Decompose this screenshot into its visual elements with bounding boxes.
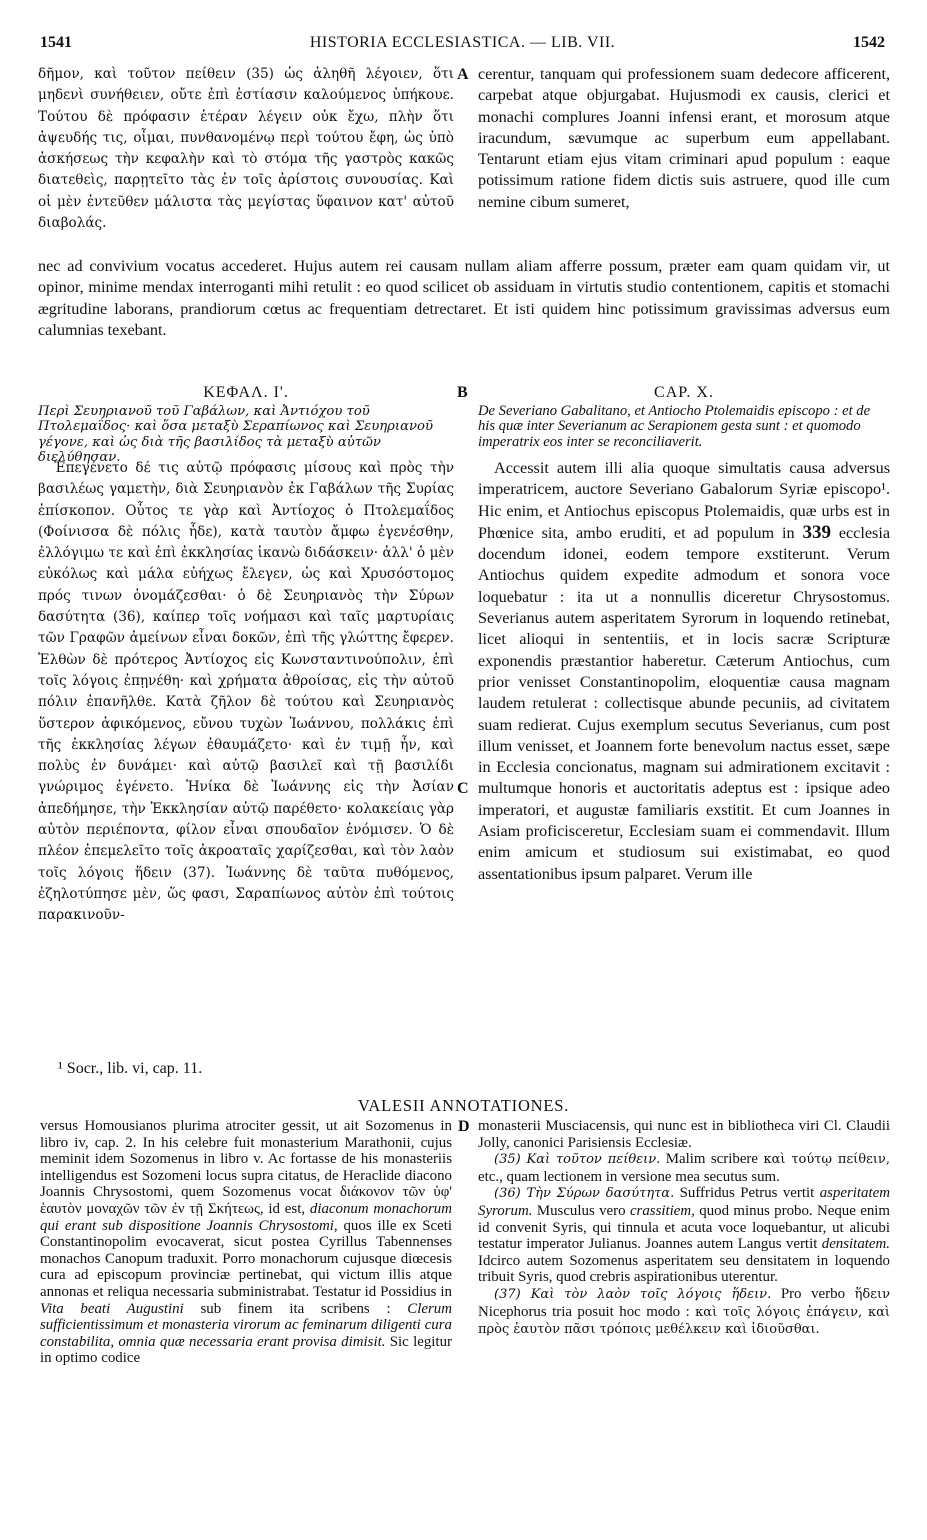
annotations-right-column (478, 1118, 890, 1339)
annot-35-lemma: (35) Καὶ τοῦτον πείθειν. (494, 1152, 661, 1168)
margin-marker-d: D (458, 1118, 470, 1135)
annot-37-lemma: (37) Καὶ τὸν λαὸν τοῖς λόγοις ἥδειν. (494, 1286, 772, 1302)
annot-36-c: Musculus vero (536, 1202, 626, 1219)
edition-page-number: 339 (802, 521, 831, 543)
greek-chapter-summary: Περὶ Σευηριανοῦ τοῦ Γαβάλων, καὶ Ἀντιόχου τοῦ Πτολεμαΐδος· καὶ ὅσα μεταξὺ Σεραπίωνος καὶ Σευηριανοῦ γέγονε, καὶ ὡς διὰ τῆς βασιλίδος τὰ μεταξὺ αὐτῶν διελύθησαν. (38, 404, 433, 466)
annot-left-part-4: Vita beati Augustini (40, 1300, 184, 1317)
annot-36-e: quod minus probo. Neque enim id convenit Syris, qui tinnula et acuta voce loquebantur, ut alicubi testatur imperator Julianus. Joannes autem Langus vertit (478, 1202, 890, 1253)
annot-36-b: asperitatem Syrorum. (478, 1185, 890, 1219)
latin-column-top (478, 64, 890, 213)
latin-body-before: Accessit autem illi alia quoque simultatis causa adversus imperatricem, auctore Severiano Gabalorum Syriæ episcopo¹. Hic enim, et Antiochus episcopus Ptolemaidis, quæ urbs est in Phœnice sita, ambo eruditi, et ad populum in (478, 459, 890, 542)
annot-37-d: καὶ τοῖς λόγοις ἐπάγειν, καὶ πρὸς ἑαυτὸν πᾶσι τρόποις μεθέλκειν καὶ ἰδιοῦσθαι. (478, 1304, 890, 1338)
latin-body-after: ecclesia docendum idonei, eodem tempore exstiterunt. Verum Antiochus quidem expedite admodum et sonora voce loquebatur : ita ut a nonnullis diceretur Chrysostomus. Severianus autem asperitatem Syrorum in loquendo retinebat, licet alioqui in sententiis, et in locis sacræ Scripturæ exponendis præstantior haberetur. Cæterum Antiochus, cum prior venisset Constantinopolim, eloquentiæ causa magnam laudem retulerat : collectisque abunde pecuniis, ad civitatem suam redierat. Cujus exemplum secutus Severianus, cum post illum venisset, et Joannem forte benevolum nactus esset, sæpe in Ecclesia concionatus, magnam sui admirationem excitavit : multumque honoris et auctoritatis adeptus est : ipsique adeo imperatori, et augustæ familiaris exstitit. Et cum Joannes in Asiam proficisceretur, Ecclesiam suam ei commendavit. Illum enim amicum et studiosum sui existimabat, eo quod assentationibus ipsum palparet. Verum ille (478, 523, 890, 883)
latin-chapter-heading: CAP. X. (654, 384, 714, 401)
running-title: HISTORIA ECCLESIASTICA. — LIB. VII. (309, 34, 616, 51)
annot-left-part-6: Clerum sufficientissimum et monasteria virorum ac feminarum diligenti cura constabilita, omnia quæ necessaria erant provisa dimisit. (40, 1300, 452, 1350)
annot-36-d: crassitiem, (629, 1202, 695, 1219)
latin-chapter-summary: De Severiano Gabalitano, et Antiocho Ptolemaidis episcopo : et de his quæ inter Severianum ac Serapionem gesta sunt : et quomodo imperatrix eos inter se reconciliaverit. (478, 403, 871, 450)
annot-36-a: Suffridus Petrus vertit (679, 1185, 815, 1202)
latin-text-top: cerentur, tanquam qui professionem suam dedecore afficerent, carpebat atque objurgabat. Hujusmodi ex causis, clerici et monachi complures Joanni infensi erant, et morosum atque iracundum, sævumque ac superbum eum appellabant. Tentarunt etiam ejus vitam criminari apud populum : eaque potissimum ratione fidem dictis suis astruere, quod ille cum nemine cibum sumeret, (478, 65, 890, 211)
annot-left-part-1: versus Homousianos plurima atrociter gessit, ut ait Sozomenus in libro iv, cap. 2. In his celebre fuit monasterium Marathonii, cujus meminit idem Sozomenus in libro v. Ac fortasse de his monasteriis intelligendus est Sozomeni locus supra citatus, de Heraclide diacono Joannis Chrysostomi, quem Sozomenus vocat διάκονον τῶν ὑφ' ἑαυτὸν μοναχῶν τῶν ἐν τῇ Σκήτεως, id est, (40, 1118, 452, 1217)
annot-37-c: Nicephorus tria posuit hoc modo : (478, 1303, 690, 1320)
greek-chapter-heading: ΚΕΦΑΛ. Ι'. (203, 384, 289, 401)
greek-chapter-body: Ἐπεγένετο δέ τις αὐτῷ πρόφασις μίσους καὶ πρὸς τὴν βασιλέως γαμετὴν, διὰ Σευηριανὸν ἐκ Γαβάλων τῆς Συρίας ἐπίσκοπον. Οὗτος τε γὰρ καὶ Ἀντίοχος ὁ Πτολεμαΐδος (Φοίνισσα δὲ πόλις ἧδε), κατὰ ταυτὸν ἄμφω ἐγενέσθην, ἐλλόγιμω τε καὶ ἐπὶ ἐκκλησίας ἱκανὼ διδάσκειν· ἀλλ' ὁ μὲν εὐκόλως καὶ μάλα εὐήχως ἔλεγεν, ὡς καὶ Χρυσόστομος πρός τινων ὀνομάζεσθαι· ὁ δὲ Σευηριανὸς τὴν Σύρων δασύτητα (36), καίπερ τοῖς νοήμασι καὶ ταῖς μαρτυρίαις τῶν Γραφῶν ἀμείνων εἶναι δοκῶν, ἐπὶ τῆς γλώττης ἔφερεν. Ἐλθὼν δὲ πρότερος Ἀντίοχος εἰς Κωνσταντινούπολιν, ἐπὶ τοῖς λόγοις ἐπῃνέθη· καὶ χρήματα ἀθροίσας, εἰς τὴν αὐτοῦ πόλιν ἐπανῆλθε. Κατὰ ζῆλον δὲ τούτου καὶ Σευηριανὸς ὕστερον ἀφικόμενος, εὔνου τυχὼν Ἰωάννου, πολλάκις ἐπὶ τῆς ἐκκλησίας λέγων ἐθαυμάζετο· καὶ ἐν τιμῇ ἦν, καὶ πολὺς ἐν δυνάμει· καὶ αὐτῷ βασιλεῖ καὶ τῇ βασιλίδι γνώριμος ἐγένετο. Ἡνίκα δὲ Ἰωάννης εἰς τὴν Ἀσίαν ἀπεδήμησε, τὴν Ἐκκλησίαν αὐτῷ παρέθετο· κολακείαις γὰρ αὐτὸν περιέποντα, φίλον εἶναι σπουδαῖον ἐνόμισεν. Ὁ δὲ πλέον ἐπεμελεῖτο τοῖς ἀκροαταῖς χαρίζεσθαι, καὶ τὸν λαὸν τοῖς λόγοις ἥδειν (37). Ἰωάννης δὲ ταῦτα πυθόμενος, ἐζηλοτύπησε μὲν, ὥς φασι, Σαραπίωνος αὐτὸν ἐπὶ τούτοις παρακινοῦν- (38, 460, 454, 924)
annot-37-a: Pro verbo (780, 1285, 846, 1302)
greek-text-top: δῆμον, καὶ τοῦτον πείθειν (35) ὡς ἀληθῆ λέγοιεν, ὅτι μηδενὶ συνήθειεν, οὔτε ἐπὶ ἑστίασιν καλούμενος ὑπήκουε. Τούτου δὲ πρόφασιν ἑτέραν λέγειν οὐκ ἔχω, πλὴν ὅτι ἀψευδής τις, οἶμαι, πυνθανομένῳ περὶ τούτου ἔφη, ὡς ὑπὸ ἀσκήσεως τὴν κεφαλὴν καὶ τὸ στόμα τῆς γαστρὸς κακῶς διατεθεὶς, παρῃτεῖτο τὰς ἐν τοῖς ἀρίστοις συνουσίας. Καὶ οἱ μὲν ἐντεῦθεν μάλιστα τὰς μεγίστας ὕφαινον κατ' αὐτοῦ διαβολάς. (38, 66, 454, 232)
latin-text-fullwidth: nec ad convivium vocatus accederet. Hujus autem rei causam nullam aliam afferre possum, præter eam quam quidam vir, ut opinor, minime mendax interroganti mihi retulit : eo quod scilicet ob assiduam in virtutis studio contentionem, capitis et stomachi ægritudine laborans, prandiorum cœtus ac frequentiam detrectaret. Et isti quidem hinc potissimum gravissimas adversus eum calumnias texebant. (38, 257, 890, 339)
margin-marker-b: B (457, 384, 468, 401)
annot-35-b: καὶ τούτῳ πείθειν, (763, 1152, 890, 1168)
annot-36-f: densitatem. (821, 1236, 890, 1253)
latin-fullwidth-paragraph (38, 256, 890, 341)
annot-36-lemma: (36) Τὴν Σύρων δασύτητα. (494, 1186, 675, 1202)
annot-36-g: Idcirco autem Sozomenus asperitatem seu densitatem in loquendo tribuit Syris, quod crebris aspirationibus uterentur. (478, 1252, 890, 1286)
annot-37-b: ἥδειν (854, 1286, 890, 1302)
annotation-36 (478, 1185, 890, 1286)
margin-marker-a: A (457, 66, 469, 83)
running-head (40, 34, 885, 58)
latin-column-chapter (478, 458, 890, 885)
greek-column-top (38, 64, 454, 234)
annotations-left-column (40, 1118, 452, 1367)
annot-left-part-7: Sic legitur in optimo codice (40, 1333, 452, 1367)
annot-left-part-5: sub finem ita scribens : (200, 1300, 391, 1317)
annot-left-part-3: quos ille ex Sceti Constantinopolim evocaverat, sicut postea Cyrillus Tabennenses monachos Canopum traduxit. Porro monachorum cujusque diœcesis cura ad episcopum provinciæ pertinebat, qui victum illis atque annonas et reliqua necessaria subministrabat. Testatur id Possidius in (40, 1217, 452, 1300)
annotation-left-text (40, 1118, 452, 1367)
margin-marker-c: C (457, 780, 469, 797)
annot-left-part-2: diaconum monachorum qui erant sub dispositione Joannis Chrysostomi, (40, 1200, 452, 1234)
annotation-35 (478, 1151, 890, 1185)
annotations-title: VALESII ANNOTATIONES. (357, 1096, 570, 1115)
latin-chapter-body (478, 458, 890, 885)
annotation-right-intro: monasterii Musciacensis, qui nunc est in bibliotheca viri Cl. Claudii Jolly, canonici Parisiensis Ecclesiæ. (478, 1118, 890, 1151)
annotation-37 (478, 1286, 890, 1339)
annot-35-a: Malim scribere (665, 1151, 758, 1168)
column-number-left: 1541 (40, 34, 72, 51)
greek-column-chapter (38, 458, 454, 927)
column-number-right: 1542 (853, 34, 885, 51)
footnote: ¹ Socr., lib. vi, cap. 11. (58, 1060, 203, 1077)
annot-35-c: etc., quam lectionem in versione mea secutus sum. (478, 1168, 780, 1185)
